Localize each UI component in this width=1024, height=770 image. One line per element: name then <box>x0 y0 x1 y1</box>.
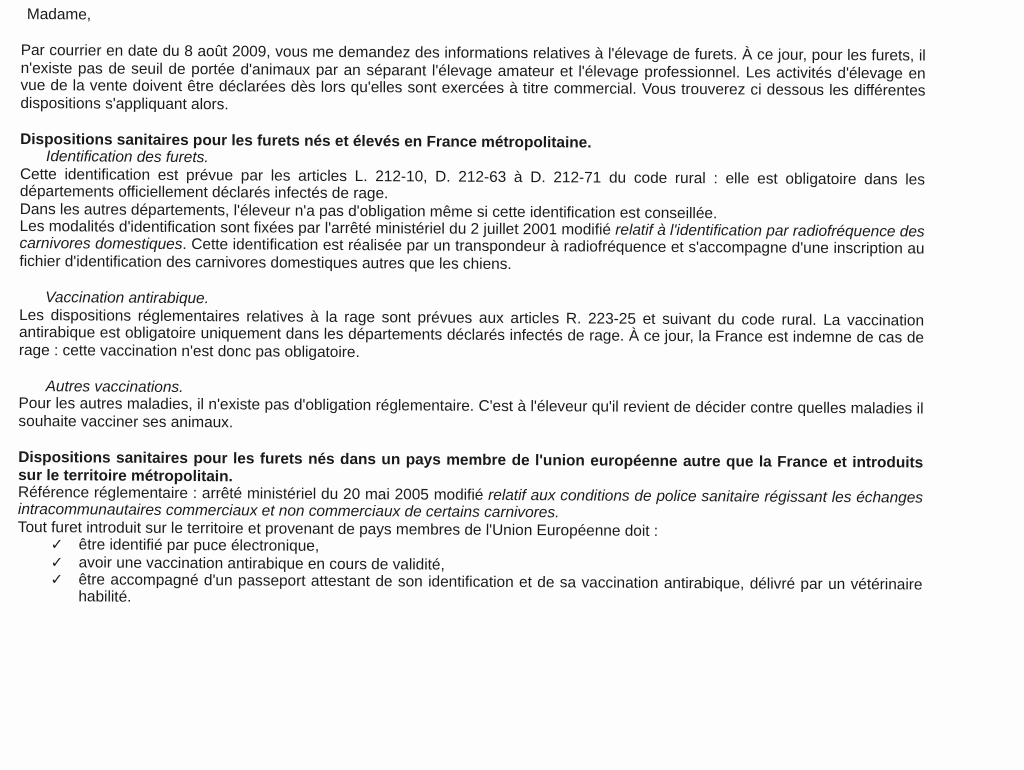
list-item-text: être identifié par puce électronique, <box>78 536 320 555</box>
subheading-autres-vaccinations: Autres vaccinations. <box>45 378 184 396</box>
section-heading-france: Dispositions sanitaires pour les furets nés et élevés en France métropolitaine. <box>20 131 592 152</box>
reference-reglementaire <box>18 484 923 524</box>
subheading-identification: Identification des furets. <box>46 148 209 167</box>
requirements-intro: Tout furet introduit sur le territoire et provenant de pays membres de l'Union Européenne doit : <box>17 518 659 540</box>
list-item-text: avoir une vaccination antirabique en cours de validité, <box>78 553 445 574</box>
identification-p3-text: Les modalités d'identification sont fixées par l'arrêté ministériel du 2 juillet 2001 modifié <box>19 218 616 239</box>
list-item-text: être accompagné d'un passeport attestant de son identification et de sa vaccination antirabique, délivré par un vétérinaire habilité. <box>78 571 923 607</box>
letter-body <box>17 6 926 611</box>
identification-p3-italic: relatif à l'identification par radiofréquence des carnivores domestiques <box>19 221 925 254</box>
requirements-list <box>17 536 922 611</box>
identification-paragraph-1: Cette identification est prévue par les articles L. 212-10, D. 212-63 à D. 212-71 du code rural : elle est obligatoire dans les départements officiellement déclarés infectés de rage. <box>19 165 926 203</box>
checkmark-icon: ✓ <box>50 536 64 554</box>
salutation: Madame, <box>26 6 92 24</box>
identification-p3-text-end: . Cette identification est réalisée par un transpondeur à radiofréquence et s'accompagne d'une inscription au fichier d'identification des carnivores domestiques autres que les chiens. <box>19 236 925 273</box>
reference-italic: relatif aux conditions de police sanitaire régissant les échanges intracommunautaires commerciaux et non commerciaux de certains carnivores. <box>17 486 924 522</box>
identification-paragraph-2: Dans les autres départements, l'éleveur n'a pas d'obligation même si cette identification est conseillée. <box>19 200 718 222</box>
intro-paragraph: Par courrier en date du 8 août 2009, vous me demandez des informations relatives à l'élevage de furets. À ce jour, pour les furets, il n'existe pas de seuil de portée d'animaux par an séparant l'élevage amateur et l'élevage professionnel. Les activités d'élevage en vue de la vente doivent être déclarées dès lors qu'elles sont exercées à titre commercial. Vous trouverez ci dessous les différentes dispositions s'appliquant alors. <box>20 42 926 113</box>
checkmark-icon: ✓ <box>50 571 64 589</box>
list-item <box>17 571 922 611</box>
reference-text: Référence réglementaire : arrêté ministériel du 20 mai 2005 modifié <box>17 483 489 504</box>
vaccination-paragraph: Les dispositions réglementaires relatives à la rage sont prévues aux articles R. 223-25 et suivant du code rural. La vaccination antirabique est obligatoire uniquement dans les départements déclarés infectés de rage. À ce jour, la France est indemne de cas de rage : cette vaccination n'est donc pas obligatoire. <box>18 306 925 361</box>
autres-vaccinations-paragraph: Pour les autres maladies, il n'existe pas d'obligation réglementaire. C'est à l'éleveur qu'il revient de décider contre quelles maladies il souhaite vacciner ses animaux. <box>18 395 924 432</box>
subheading-vaccination: Vaccination antirabique. <box>45 289 209 308</box>
checkmark-icon: ✓ <box>50 553 64 571</box>
identification-paragraph-3 <box>19 218 924 276</box>
section-heading-ue: Dispositions sanitaires pour les furets nés dans un pays membre de l'union européenne autre que la France et introduits sur le territoire métropolitain. <box>18 449 924 485</box>
